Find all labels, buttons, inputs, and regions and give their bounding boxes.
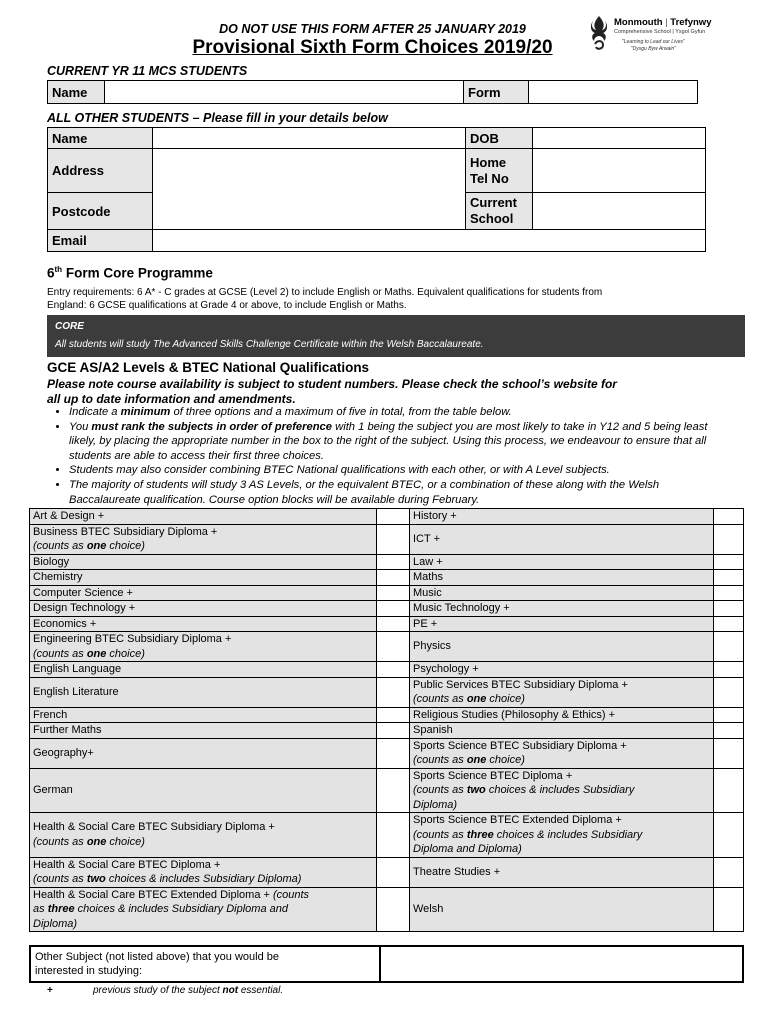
subject-theatre-studies: Theatre Studies + [410,857,714,887]
subject-history: History + [410,509,714,525]
form-warning: DO NOT USE THIS FORM AFTER 25 JANUARY 2019 [219,22,526,36]
rank-box-english-literature[interactable] [377,677,410,707]
subject-further-maths: Further Maths [30,723,377,739]
rank-box-business[interactable] [377,524,410,554]
subject-hsc-subsidiary: Health & Social Care BTEC Subsidiary Diploma + (counts as one choice) [30,813,377,858]
subject-pe: PE + [410,616,714,632]
home-tel-field[interactable] [533,149,706,193]
current-school-label: Current School [466,193,533,230]
name-label: Name [48,81,105,104]
current-form-field[interactable] [529,81,698,104]
subject-music-technology: Music Technology + [410,601,714,617]
other-subject-label: Other Subject (not listed above) that you would be interested in studying: [30,946,380,982]
form-label: Form [464,81,529,104]
core-programme-heading: 6th Form Core Programme [47,265,213,281]
rank-box-english-language[interactable] [377,662,410,678]
subject-law: Law + [410,554,714,570]
availability-note: Please note course availability is subject to student numbers. Please check the school’s website for all up to date information and amendments. [47,377,617,406]
other-name-label: Name [48,128,153,149]
subject-business: Business BTEC Subsidiary Diploma + (counts as one choice) [30,524,377,554]
subject-sports-diploma: Sports Science BTEC Diploma + (counts as two choices & includes Subsidiary Diploma) [410,768,714,813]
rank-box-computer-science[interactable] [377,585,410,601]
core-box [47,315,745,357]
current-students-table [47,80,698,104]
rank-box-welsh[interactable] [714,887,744,932]
rank-box-hsc-subsidiary[interactable] [377,813,410,858]
rank-box-sports-diploma[interactable] [714,768,744,813]
instruction-item: • Students may also consider combining BTEC National qualifications with each other, or with A Level subjects. [69,463,719,478]
home-tel-label: Home Tel No [466,149,533,193]
rank-box-law[interactable] [714,554,744,570]
subject-sports-subsidiary: Sports Science BTEC Subsidiary Diploma + (counts as one choice) [410,738,714,768]
address-label: Address [48,149,153,193]
rank-box-further-maths[interactable] [377,723,410,739]
rank-box-psychology[interactable] [714,662,744,678]
logo-name: Monmouth | Trefynwy [614,17,712,28]
rank-box-art[interactable] [377,509,410,525]
rank-box-german[interactable] [377,768,410,813]
rank-box-history[interactable] [714,509,744,525]
entry-requirements: Entry requirements: 6 A* - C grades at GCSE (Level 2) to include English or Maths. Equivalent qualifications for students from England: 6 GCSE qualifications at Grade 4 or above, to include English or Maths. [47,287,603,311]
rank-box-theatre-studies[interactable] [714,857,744,887]
subjects-table [29,508,744,932]
rank-box-geography[interactable] [377,738,410,768]
other-students-heading: ALL OTHER STUDENTS – Please fill in your details below [47,111,388,125]
subject-music: Music [410,585,714,601]
footnote-symbol: + [47,985,53,996]
page-title: Provisional Sixth Form Choices 2019/20 [192,37,553,58]
rank-box-ict[interactable] [714,524,744,554]
rank-box-public-services[interactable] [714,677,744,707]
rank-box-sports-extended[interactable] [714,813,744,858]
gce-heading: GCE AS/A2 Levels & BTEC National Qualifications [47,360,370,375]
subject-biology: Biology [30,554,377,570]
instruction-item: • You must rank the subjects in order of preference with 1 being the subject you are most likely to take in Y12 and 5 being least likely, by placing the appropriate number in the box to the right of the subject. Using this process, we endeavour to ensure that all students are able to access their first three choices. [69,420,719,464]
rank-box-pe[interactable] [714,616,744,632]
subject-economics: Economics + [30,616,377,632]
subject-english-literature: English Literature [30,677,377,707]
instruction-item: • Indicate a minimum of three options and a maximum of five in total, from the table below. [69,405,719,420]
subject-design-technology: Design Technology + [30,601,377,617]
subject-french: French [30,707,377,723]
subject-ict: ICT + [410,524,714,554]
subject-german: German [30,768,377,813]
rank-box-music[interactable] [714,585,744,601]
rank-box-design-technology[interactable] [377,601,410,617]
subject-chemistry: Chemistry [30,570,377,586]
other-subject-field[interactable] [380,946,743,982]
subject-religious-studies: Religious Studies (Philosophy & Ethics) + [410,707,714,723]
logo-motto: "Learning to Lead our Lives" "Dysgu Byw Arwain" [622,39,685,52]
subject-maths: Maths [410,570,714,586]
subject-sports-extended: Sports Science BTEC Extended Diploma + (counts as three choices & includes Subsidiary Diploma and Diploma) [410,813,714,858]
email-field[interactable] [153,230,706,252]
other-name-field[interactable] [153,128,466,149]
core-title: CORE [55,321,84,332]
address-field[interactable] [153,149,466,230]
footnote: + previous study of the subject not essential. [47,985,284,996]
postcode-label: Postcode [48,193,153,230]
subject-welsh: Welsh [410,887,714,932]
core-text: All students will study The Advanced Skills Challenge Certificate within the Welsh Baccalaureate. [55,339,484,350]
instruction-item: • The majority of students will study 3 AS Levels, or the equivalent BTEC, or a combination of these along with the Welsh Baccalaureate qualification. Course option blocks will be available during February. [69,478,719,507]
current-school-field[interactable] [533,193,706,230]
subject-geography: Geography+ [30,738,377,768]
rank-box-economics[interactable] [377,616,410,632]
rank-box-physics[interactable] [714,632,744,662]
subject-engineering: Engineering BTEC Subsidiary Diploma + (counts as one choice) [30,632,377,662]
dob-field[interactable] [533,128,706,149]
rank-box-biology[interactable] [377,554,410,570]
rank-box-french[interactable] [377,707,410,723]
rank-box-chemistry[interactable] [377,570,410,586]
subject-public-services: Public Services BTEC Subsidiary Diploma + (counts as one choice) [410,677,714,707]
subject-computer-science: Computer Science + [30,585,377,601]
rank-box-religious-studies[interactable] [714,707,744,723]
other-subject-table [29,945,744,983]
subject-psychology: Psychology + [410,662,714,678]
rank-box-music-technology[interactable] [714,601,744,617]
logo-sub: Comprehensive School | Ysgol Gyfun [614,29,706,35]
subject-spanish: Spanish [410,723,714,739]
rank-box-spanish[interactable] [714,723,744,739]
subject-english-language: English Language [30,662,377,678]
subject-art: Art & Design + [30,509,377,525]
rank-box-sports-subsidiary[interactable] [714,738,744,768]
subject-hsc-diploma: Health & Social Care BTEC Diploma + (counts as two choices & includes Subsidiary Diploma) [30,857,377,887]
subject-physics: Physics [410,632,714,662]
rank-box-hsc-extended[interactable] [377,887,410,932]
email-label: Email [48,230,153,252]
current-students-heading: CURRENT YR 11 MCS STUDENTS [47,64,248,78]
rank-box-maths[interactable] [714,570,744,586]
rank-box-hsc-diploma[interactable] [377,857,410,887]
dob-label: DOB [466,128,533,149]
current-name-field[interactable] [105,81,464,104]
school-logo [588,14,718,62]
instructions-list [47,405,719,507]
subject-hsc-extended: Health & Social Care BTEC Extended Diploma + (counts as three choices & includes Subsidiary Diploma and Diploma) [30,887,377,932]
other-students-table [47,127,706,252]
school-crest-icon [588,14,610,52]
rank-box-engineering[interactable] [377,632,410,662]
